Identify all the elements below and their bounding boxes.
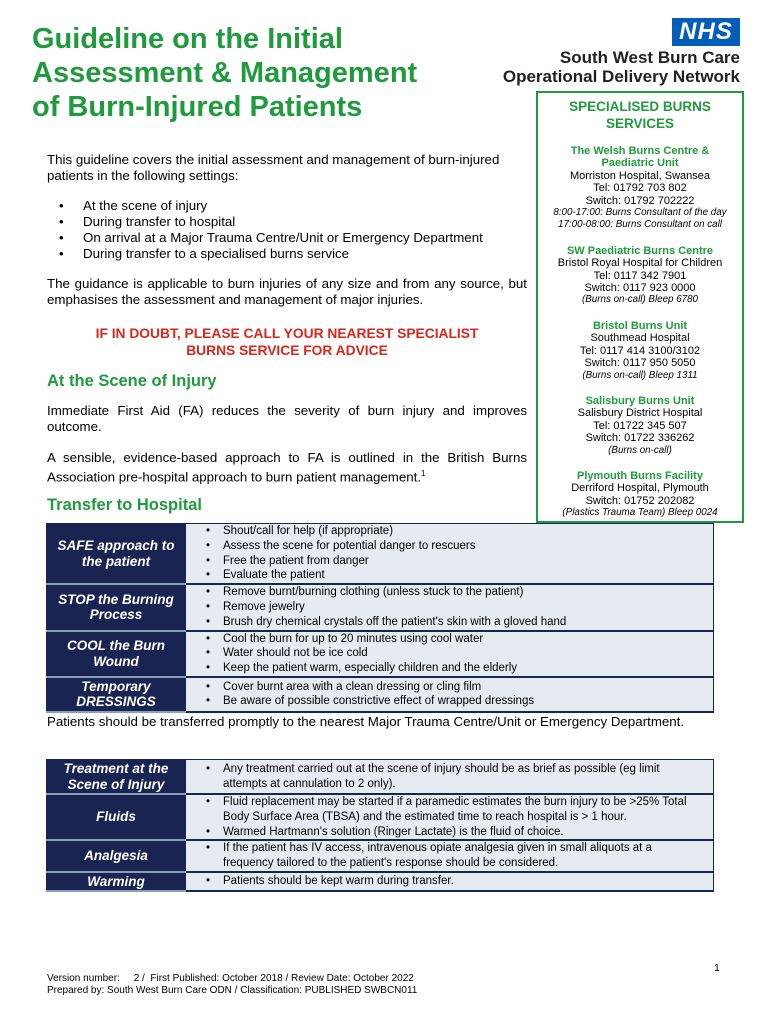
row-bullet-item: • Cool the burn for up to 20 minutes using cool water bbox=[204, 632, 703, 647]
first-aid-paragraph: Immediate First Aid (FA) reduces the severity of burn injury and improves outcome. bbox=[47, 403, 527, 434]
intro-paragraph: This guideline covers the initial assessment and management of burn-injured patients in the following settings: bbox=[47, 152, 500, 183]
burns-unit-name: Salisbury Burns Unit bbox=[585, 394, 695, 407]
burns-unit-detail: Switch: 01752 202082 bbox=[585, 494, 695, 507]
treatment-row bbox=[47, 794, 714, 840]
first-aid-row bbox=[47, 524, 714, 585]
row-bullet-item: • Remove burnt/burning clothing (unless stuck to the patient) bbox=[204, 585, 703, 600]
row-label: Warming bbox=[47, 872, 186, 892]
first-aid-table bbox=[46, 523, 714, 713]
first-aid-row bbox=[47, 677, 714, 712]
burns-unit-note: (Burns on-call) Bleep 1311 bbox=[582, 369, 698, 381]
row-bullet-item: • Fluid replacement may be started if a paramedic estimates the burn injury to be >25% Total Body Surface Area (TBSA) and the estimated time to reach hospital is > 1 hour. bbox=[204, 795, 703, 825]
row-bullets bbox=[204, 874, 703, 889]
row-bullet-item: • Cover burnt area with a clean dressing or cling film bbox=[204, 680, 703, 695]
row-content bbox=[186, 872, 714, 892]
treatment-table bbox=[46, 759, 714, 892]
row-bullet-item: • Brush dry chemical crystals off the patient's skin with a gloved hand bbox=[204, 615, 703, 630]
row-bullet-item: • Shout/call for help (if appropriate) bbox=[204, 524, 703, 539]
row-content bbox=[186, 760, 714, 795]
title-line: Assessment & Management bbox=[32, 57, 418, 89]
row-bullets bbox=[204, 524, 703, 583]
burns-unit-detail: Tel: 0117 414 3100/3102 bbox=[579, 344, 701, 357]
row-bullet-item: • Water should not be ice cold bbox=[204, 646, 703, 661]
services-heading bbox=[538, 98, 742, 132]
row-bullets bbox=[204, 585, 703, 629]
burns-unit-note: (Burns on-call) Bleep 6780 bbox=[582, 294, 698, 306]
settings-list bbox=[47, 198, 527, 262]
transfer-to-hospital-heading: Transfer to Hospital bbox=[47, 496, 202, 515]
treatment-row bbox=[47, 840, 714, 872]
row-bullet-item: • Assess the scene for potential danger to rescuers bbox=[204, 539, 703, 554]
first-aid-row bbox=[47, 584, 714, 630]
burns-unit-detail: Morriston Hospital, Swansea bbox=[569, 169, 710, 182]
burns-unit-name: The Welsh Burns Centre & bbox=[570, 145, 710, 157]
row-label: Fluids bbox=[47, 794, 186, 840]
row-bullet-item: • Any treatment carried out at the scene of injury should be as brief as possible (eg limit attempts at cannulation to 2 only). bbox=[204, 762, 703, 792]
row-label: Treatment at the Scene of Injury bbox=[47, 760, 186, 795]
burns-unit-detail: Bristol Royal Hospital for Children bbox=[557, 257, 723, 270]
row-label: COOL the Burn Wound bbox=[47, 631, 186, 677]
row-content bbox=[186, 840, 714, 872]
row-label: STOP the Burning Process bbox=[47, 584, 186, 630]
treatment-row bbox=[47, 760, 714, 795]
burns-unit-name: SW Paediatric Burns Centre bbox=[566, 244, 714, 257]
footnote-reference: 1 bbox=[421, 469, 426, 478]
footer-line: Prepared by: South West Burn Care ODN / Classification: PUBLISHED SWBCN011 bbox=[47, 985, 418, 996]
warning-line: IF IN DOUBT, PLEASE CALL YOUR NEAREST SPECIALIST bbox=[95, 326, 479, 341]
bba-paragraph bbox=[47, 450, 527, 485]
burns-unit-detail: Southmead Hospital bbox=[590, 332, 690, 345]
row-bullets bbox=[204, 841, 703, 871]
title-line: of Burn-Injured Patients bbox=[32, 91, 363, 123]
burns-unit-note: 17:00-08:00: Burns Consultant on call bbox=[558, 219, 722, 231]
burns-unit bbox=[538, 470, 742, 520]
row-bullets bbox=[204, 795, 703, 839]
document-footer bbox=[47, 973, 417, 997]
row-bullet-item: • Warmed Hartmann's solution (Ringer Lactate) is the fluid of choice. bbox=[204, 825, 703, 840]
first-aid-row bbox=[47, 631, 714, 677]
nhs-logo: NHS bbox=[672, 18, 740, 46]
burns-unit-detail: Switch: 01722 336262 bbox=[585, 432, 695, 445]
main-content bbox=[47, 152, 527, 515]
transfer-note: Patients should be transferred promptly to the nearest Major Trauma Centre/Unit or Emergency Department. bbox=[47, 714, 685, 729]
specialised-burns-services-box bbox=[536, 91, 744, 523]
row-bullet-item: • Be aware of possible constrictive effect of wrapped dressings bbox=[204, 694, 703, 709]
footer-line: Version number: 2 / First Published: October 2018 / Review Date: October 2022 bbox=[47, 973, 414, 984]
row-label: Analgesia bbox=[47, 840, 186, 872]
burns-unit bbox=[538, 145, 742, 232]
burns-unit bbox=[538, 395, 742, 457]
burns-unit-note: 8:00-17:00: Burns Consultant of the day bbox=[553, 207, 727, 219]
bba-paragraph-text: A sensible, evidence-based approach to FA is outlined in the British Burns Association pre-hospital approach to burn patient management. bbox=[47, 450, 527, 485]
services-heading-line: SERVICES bbox=[605, 116, 675, 131]
burns-unit-detail: Tel: 01792 703 802 bbox=[593, 182, 687, 195]
row-bullets bbox=[204, 632, 703, 676]
row-content bbox=[186, 584, 714, 630]
row-bullet-item: • Patients should be kept warm during transfer. bbox=[204, 874, 703, 889]
services-heading-line: SPECIALISED BURNS bbox=[569, 99, 711, 114]
burns-unit-note: (Burns on-call) bbox=[608, 444, 672, 456]
burns-unit bbox=[538, 320, 742, 382]
burns-unit-detail: Switch: 0117 923 0000 bbox=[584, 282, 696, 295]
row-label: Temporary DRESSINGS bbox=[47, 677, 186, 712]
burns-unit-detail: Derriford Hospital, Plymouth bbox=[571, 482, 709, 495]
row-bullet-item: • Keep the patient warm, especially children and the elderly bbox=[204, 661, 703, 676]
settings-list-item: • During transfer to a specialised burns service bbox=[47, 246, 527, 262]
treatment-row bbox=[47, 872, 714, 892]
burns-unit-name: Paediatric Unit bbox=[601, 157, 679, 170]
burns-unit-detail: Tel: 0117 342 7901 bbox=[593, 269, 687, 282]
org-name-line: South West Burn Care bbox=[559, 48, 740, 67]
burns-unit-detail: Switch: 01792 702222 bbox=[585, 194, 695, 207]
scene-of-injury-heading: At the Scene of Injury bbox=[47, 372, 217, 390]
burns-unit-note: (Plastics Trauma Team) Bleep 0024 bbox=[562, 507, 718, 519]
burns-units-list bbox=[538, 145, 742, 520]
row-content bbox=[186, 677, 714, 712]
row-content bbox=[186, 524, 714, 585]
advice-warning bbox=[47, 325, 527, 359]
row-bullet-item: • Free the patient from danger bbox=[204, 554, 703, 569]
burns-unit-name: Plymouth Burns Facility bbox=[577, 469, 703, 482]
row-bullet-item: • Remove jewelry bbox=[204, 600, 703, 615]
row-bullets bbox=[204, 762, 703, 792]
burns-unit-name: Bristol Burns Unit bbox=[592, 319, 688, 332]
row-bullets bbox=[204, 680, 703, 710]
document-title bbox=[32, 22, 472, 124]
row-bullet-item: • Evaluate the patient bbox=[204, 568, 703, 583]
settings-list-item: • On arrival at a Major Trauma Centre/Unit or Emergency Department bbox=[47, 230, 527, 246]
burns-unit-detail: Salisbury District Hospital bbox=[577, 407, 703, 420]
organisation-name bbox=[503, 48, 740, 86]
row-content bbox=[186, 631, 714, 677]
burns-unit-detail: Tel: 01722 345 507 bbox=[593, 419, 687, 432]
burns-unit-detail: Switch: 0117 950 5050 bbox=[584, 357, 696, 370]
org-name-line: Operational Delivery Network bbox=[502, 67, 740, 86]
guidance-paragraph: The guidance is applicable to burn injuries of any size and from any source, but emphasises the assessment and management of major injuries. bbox=[47, 276, 527, 307]
burns-unit bbox=[538, 245, 742, 307]
row-content bbox=[186, 794, 714, 840]
row-bullet-item: • If the patient has IV access, intravenous opiate analgesia given in small aliquots at a frequency tailored to the patient's response should be considered. bbox=[204, 841, 703, 871]
settings-list-item: • At the scene of injury bbox=[47, 198, 527, 214]
settings-list-item: • During transfer to hospital bbox=[47, 214, 527, 230]
page-number: 1 bbox=[714, 962, 720, 974]
title-line: Guideline on the Initial bbox=[32, 23, 343, 55]
warning-line: BURNS SERVICE FOR ADVICE bbox=[186, 343, 388, 358]
row-label: SAFE approach to the patient bbox=[47, 524, 186, 585]
